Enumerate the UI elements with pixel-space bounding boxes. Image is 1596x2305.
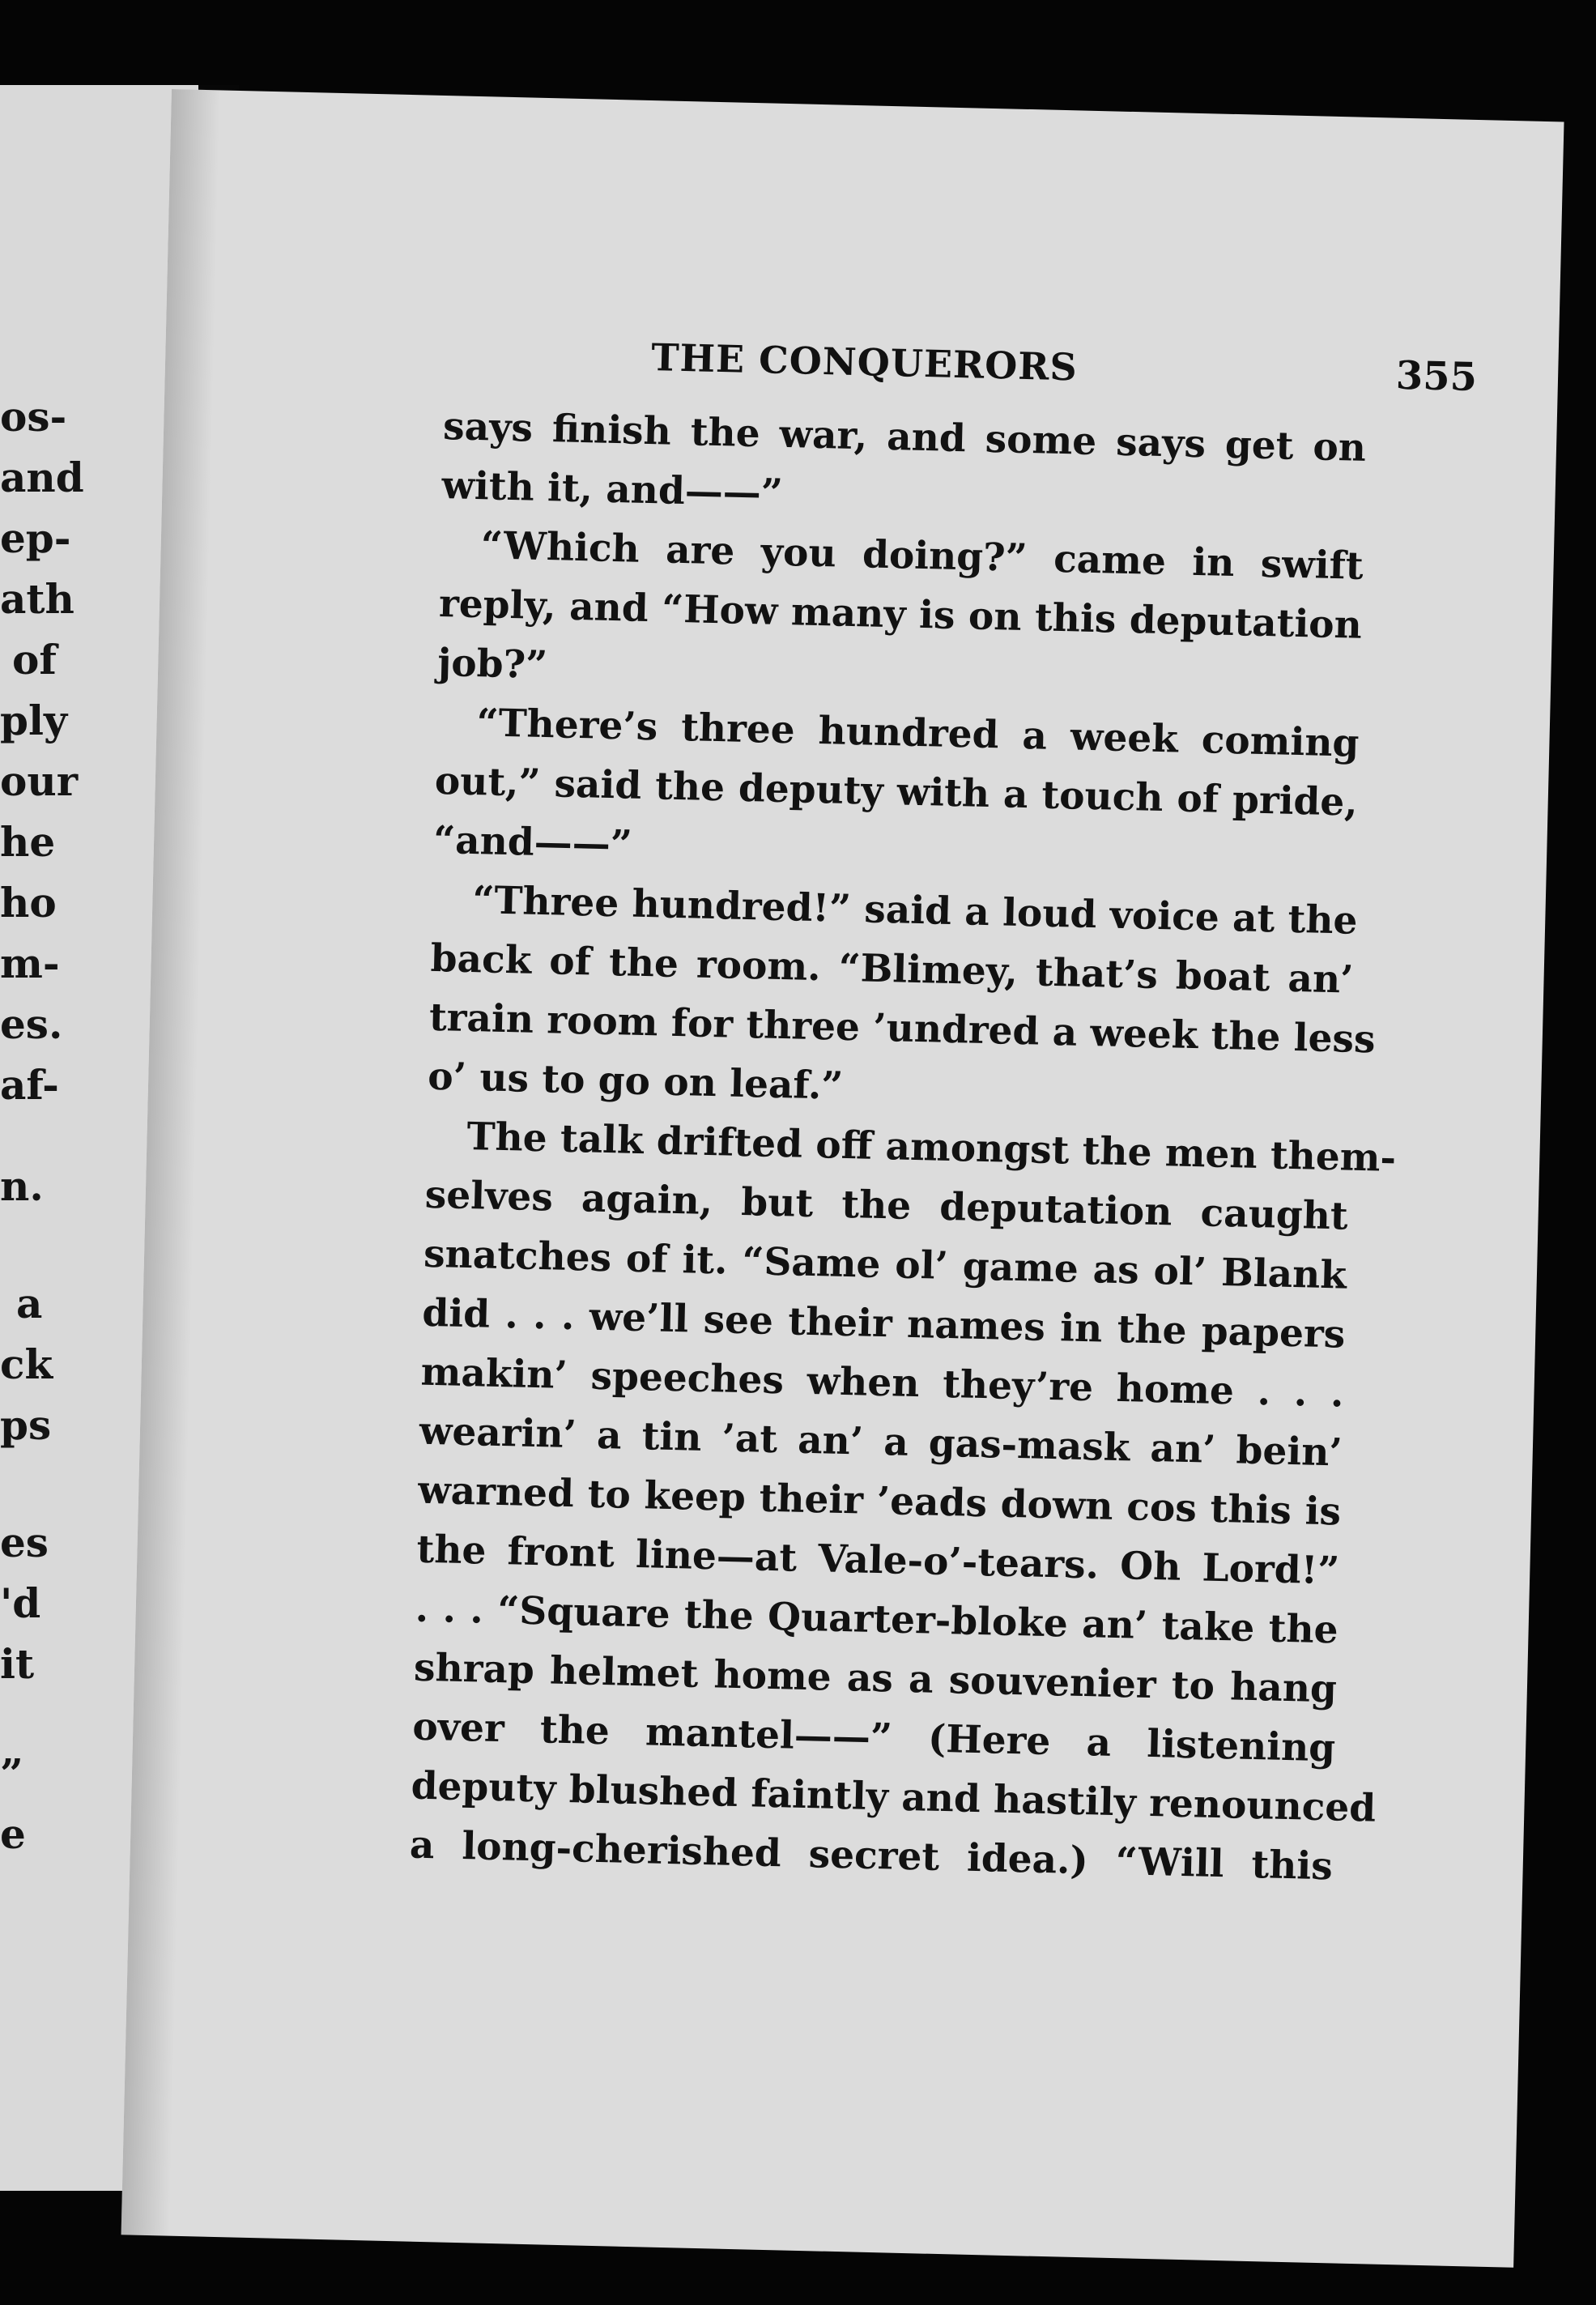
text-line: with it, and——”	[440, 463, 784, 516]
left-page-fragment: a	[16, 1280, 43, 1327]
text-line: reply, and “How many is on this deputation	[438, 581, 1363, 648]
text-line: did . . . we’ll see their names in the papers	[421, 1290, 1346, 1357]
text-line: job?”	[436, 640, 548, 688]
left-page-fragment: ep-	[0, 514, 71, 562]
text-line: makin’ speeches when they’re home . . .	[420, 1349, 1345, 1417]
left-page-fragment: es	[0, 1519, 49, 1566]
left-page-fragment: ps	[0, 1401, 52, 1449]
left-page-fragment: and	[0, 454, 84, 501]
text-line: The talk drifted off amongst the men them-	[466, 1114, 1397, 1181]
running-header	[650, 335, 1477, 411]
left-page-fragment: 'd	[0, 1579, 41, 1627]
left-page-fragment: ”	[0, 1749, 23, 1797]
text-line: train room for three ’undred a week the less	[428, 995, 1377, 1063]
text-line: back of the room. “Blimey, that’s boat an’	[430, 935, 1355, 1003]
left-page-fragment: e	[0, 1810, 26, 1858]
page-number: 355	[1395, 352, 1478, 401]
text-line: wearin’ a tin ’at an’ a gas-mask an’ bein’	[419, 1408, 1343, 1476]
text-line: snatches of it. “Same ol’ game as ol’ Blank	[423, 1231, 1347, 1298]
left-page-fragment: ck	[0, 1340, 53, 1388]
left-page-fragment: es.	[0, 1000, 63, 1048]
left-page-fragment: os-	[0, 393, 67, 441]
left-page-fragment: ply	[0, 697, 68, 744]
text-line: selves again, but the deputation caught	[424, 1172, 1349, 1239]
text-line: “Which are you doing?” came in swift	[480, 523, 1364, 589]
text-line: says finish the war, and some says get on	[442, 404, 1367, 471]
text-line: over the mantel——” (Here a listening	[411, 1704, 1336, 1771]
text-line: “and——”	[432, 817, 633, 867]
text-line: out,” said the deputy with a touch of pride,	[434, 758, 1359, 825]
left-page-fragment: n.	[0, 1162, 44, 1210]
text-line: warned to keep their ’eads down cos this is	[417, 1468, 1342, 1535]
left-page-fragment: of	[12, 636, 57, 684]
running-title: THE CONQUERORS	[650, 335, 1079, 390]
text-line: o’ us to go on leaf.”	[427, 1054, 844, 1109]
text-line: . . . “Square the Quarter-bloke an’ take the	[415, 1586, 1339, 1653]
left-page-fragment: m-	[0, 939, 60, 987]
left-page-fragment: it	[0, 1640, 35, 1688]
text-line: a long-cherished secret idea.) “Will this	[409, 1822, 1334, 1890]
left-page-fragment: af-	[0, 1061, 59, 1109]
text-line: deputy blushed faintly and hastily renounced	[411, 1763, 1377, 1831]
left-page-fragment: ath	[0, 575, 74, 623]
text-line: “There’s three hundred a week coming	[476, 701, 1360, 766]
body-text	[409, 397, 1397, 1896]
left-page-fragment: ho	[0, 879, 57, 927]
left-page-fragment: our	[0, 757, 79, 805]
text-line: “Three hundred!” said a loud voice at the	[471, 878, 1359, 944]
text-line: the front line—at Vale-o’-tears. Oh Lord!”	[415, 1527, 1340, 1594]
left-page-fragment: he	[0, 818, 56, 866]
right-page	[121, 89, 1564, 2268]
text-line: shrap helmet home as a souvenier to hang	[413, 1645, 1338, 1712]
